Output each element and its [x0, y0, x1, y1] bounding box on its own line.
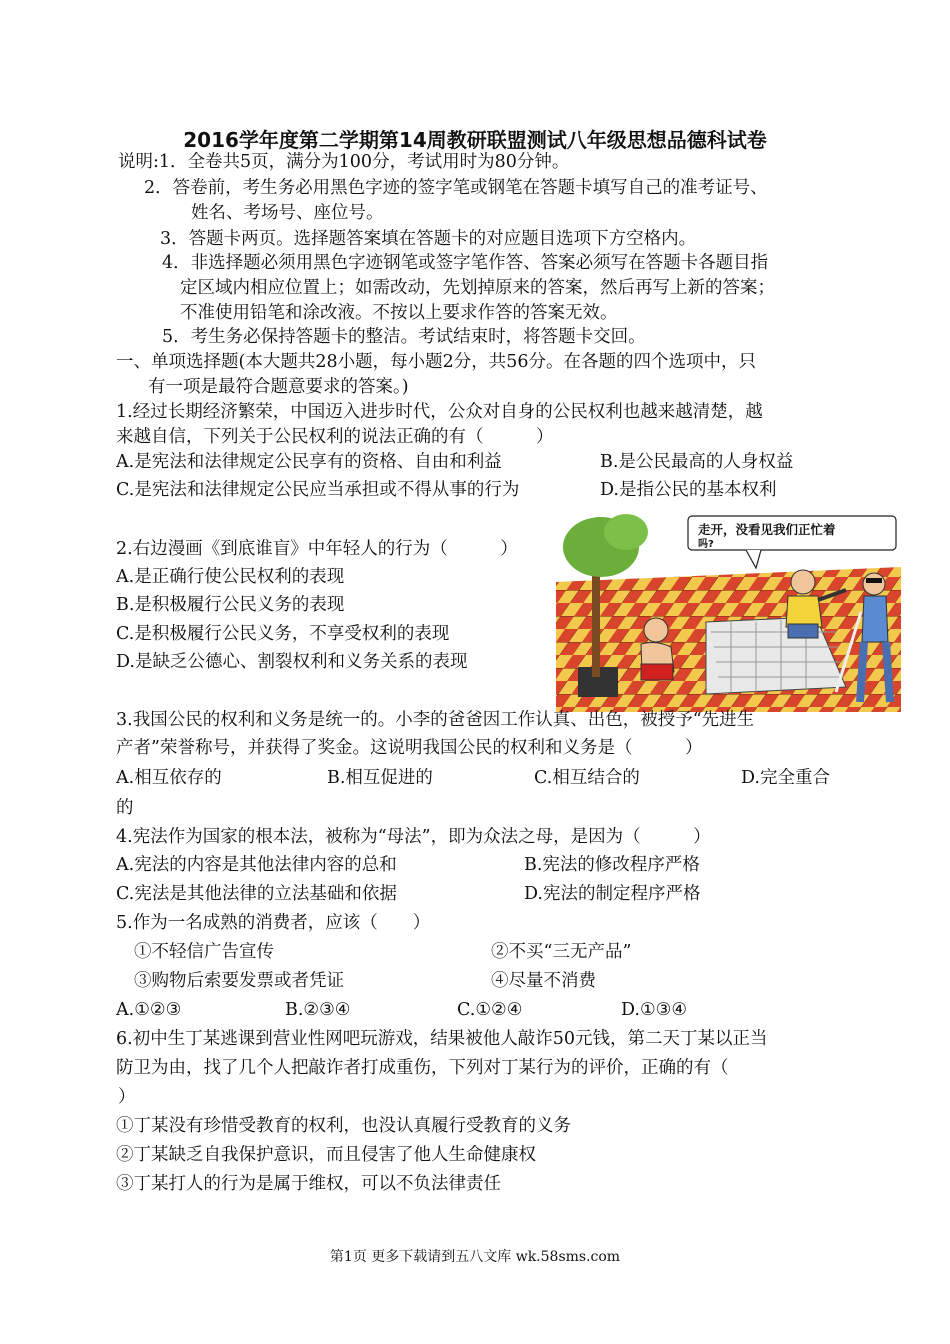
- question-4-option-a: A.宪法的内容是其他法律内容的总和: [116, 855, 397, 875]
- question-2-stem: 2.右边漫画《到底谁盲》中年轻人的行为（ ）: [116, 539, 518, 559]
- question-5-stem: 5.作为一名成熟的消费者，应该（ ）: [116, 913, 431, 933]
- question-3-stem: 3.我国公民的权利和义务是统一的。小李的爸爸因工作认真、出色，被授予“先进生: [116, 710, 755, 730]
- question-6-statement-2: ②丁某缺乏自我保护意识，而且侵害了他人生命健康权: [116, 1145, 536, 1165]
- question-5-option-d: D.①③④: [621, 1000, 688, 1020]
- question-6-stem-cont: 防卫为由，找了几个人把敲诈者打成重伤，下列对丁某行为的评价，正确的有（: [116, 1058, 729, 1078]
- instruction-1: 说明:1．全卷共5页，满分为100分，考试用时为80分钟。: [118, 152, 570, 172]
- instruction-2-cont: 姓名、考场号、座位号。: [191, 203, 384, 223]
- question-6-statement-3: ③丁某打人的行为是属于维权，可以不负法律责任: [116, 1174, 501, 1194]
- section-heading: 一、单项选择题(本大题共28小题，每小题2分，共56分。在各题的四个选项中，只: [116, 352, 756, 372]
- question-5-option-c: C.①②④: [457, 1000, 523, 1020]
- question-4-option-d: D.宪法的制定程序严格: [524, 884, 701, 904]
- question-3-stem-cont: 产者”荣誉称号，并获得了奖金。这说明我国公民的权利和义务是（ ）: [116, 738, 703, 758]
- page-footer: 第1页 更多下载请到五八文库 wk.58sms.com: [329, 1249, 621, 1265]
- question-1-stem-cont: 来越自信，下列关于公民权利的说法正确的有（ ）: [116, 427, 554, 447]
- exam-title: 2016学年度第二学期第14周教研联盟测试八年级思想品德科试卷: [183, 128, 767, 152]
- question-2-option-d: D.是缺乏公德心、割裂权利和义务关系的表现: [116, 652, 468, 672]
- question-5-item-2: ②不买“三无产品”: [491, 942, 632, 962]
- question-4-option-c: C.宪法是其他法律的立法基础和依据: [116, 884, 397, 904]
- instruction-2: 2．答卷前，考生务必用黑色字迹的签字笔或钢笔在答题卡填写自己的准考证号、: [144, 178, 768, 198]
- question-6-stem-end: ）: [118, 1087, 136, 1107]
- instruction-4-cont2: 不准使用铅笔和涂改液。不按以上要求作答的答案无效。: [180, 303, 618, 323]
- question-4-option-b: B.宪法的修改程序严格: [524, 855, 700, 875]
- question-3-option-d: D.完全重合: [741, 768, 830, 788]
- question-1-stem: 1.经过长期经济繁荣，中国迈入进步时代，公众对自身的公民权利也越来越清楚，越: [116, 402, 763, 422]
- question-5-option-a: A.①②③: [116, 1000, 182, 1020]
- section-heading-cont: 有一项是最符合题意要求的答案。): [148, 377, 409, 397]
- question-2-option-a: A.是正确行使公民权利的表现: [116, 567, 345, 587]
- question-5-item-1: ①不轻信广告宣传: [134, 942, 274, 962]
- question-5-item-4: ④尽量不消费: [491, 971, 596, 991]
- question-1-option-b: B.是公民最高的人身权益: [600, 452, 794, 472]
- instruction-4-cont1: 定区域内相应位置上；如需改动，先划掉原来的答案，然后再写上新的答案；: [180, 278, 775, 298]
- question-3-option-c: C.相互结合的: [534, 768, 640, 788]
- question-5-option-b: B.②③④: [285, 1000, 351, 1020]
- instruction-3: 3．答题卡两页。选择题答案填在答题卡的对应题目选项下方空格内。: [160, 229, 697, 249]
- speech-bubble-line-2: 吗?: [698, 539, 714, 550]
- question-2-option-c: C.是积极履行公民义务，不享受权利的表现: [116, 624, 450, 644]
- question-5-item-3: ③购物后索要发票或者凭证: [134, 971, 344, 991]
- comic-illustration: [556, 512, 901, 712]
- question-3-option-d-cont: 的: [116, 798, 134, 818]
- question-2-option-b: B.是积极履行公民义务的表现: [116, 595, 345, 615]
- question-1-option-c: C.是宪法和法律规定公民应当承担或不得从事的行为: [116, 480, 520, 500]
- question-6-stem: 6.初中生丁某逃课到营业性网吧玩游戏，结果被他人敲诈50元钱，第二天丁某以正当: [116, 1029, 768, 1049]
- question-4-stem: 4.宪法作为国家的根本法，被称为“母法”，即为众法之母，是因为（ ）: [116, 827, 711, 847]
- question-1-option-d: D.是指公民的基本权利: [600, 480, 777, 500]
- question-3-option-a: A.相互依存的: [116, 768, 222, 788]
- question-1-option-a: A.是宪法和法律规定公民享有的资格、自由和利益: [116, 452, 502, 472]
- instruction-4: 4．非选择题必须用黑色字迹钢笔或签字笔作答、答案必须写在答题卡各题目指: [162, 253, 769, 273]
- question-3-option-b: B.相互促进的: [327, 768, 433, 788]
- instruction-5: 5．考生务必保持答题卡的整洁。考试结束时，将答题卡交回。: [162, 327, 646, 347]
- speech-bubble-line-1: 走开，没看见我们正忙着: [698, 522, 836, 537]
- question-6-statement-1: ①丁某没有珍惜受教育的权利，也没认真履行受教育的义务: [116, 1116, 571, 1136]
